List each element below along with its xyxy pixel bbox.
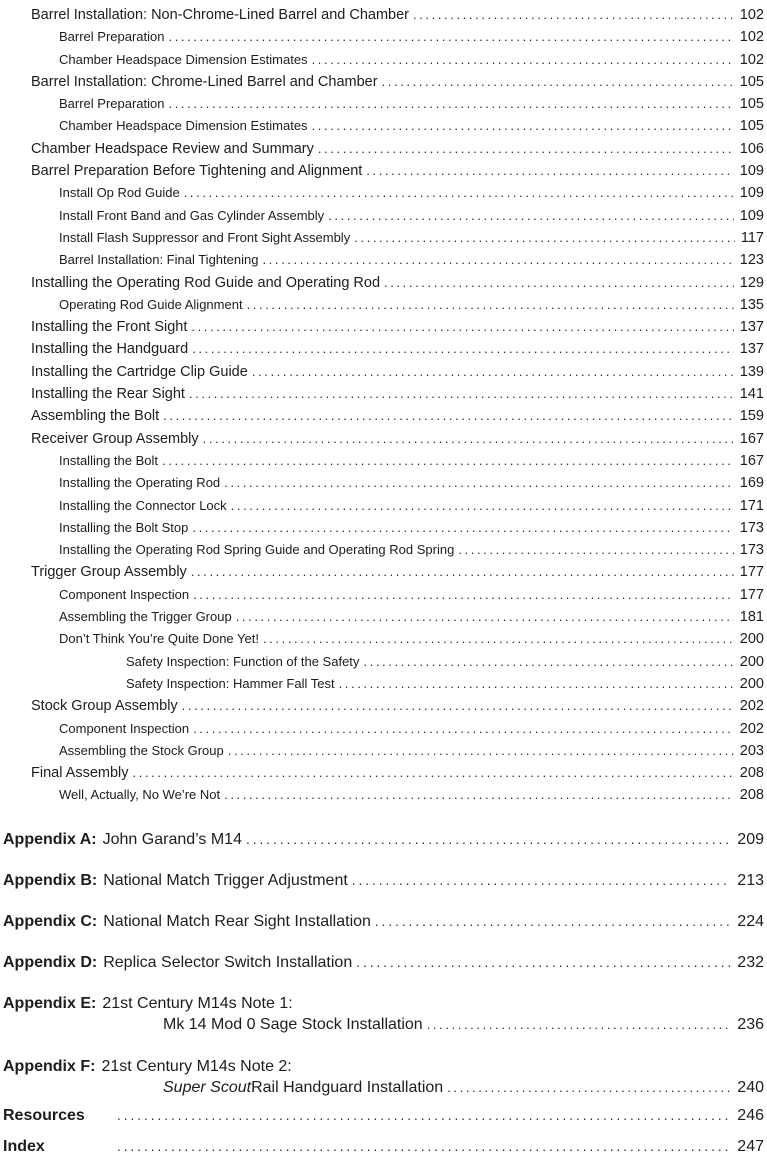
dot-leader [447,1077,731,1099]
toc-entry-title: Chamber Headspace Dimension Estimates [59,118,308,134]
dot-leader [189,383,734,404]
toc-entry-page: 105 [739,118,764,135]
toc-entry-page: 102 [739,51,764,68]
toc-entry [0,49,764,71]
dot-leader [384,272,734,293]
toc-entry [0,4,764,26]
toc-entry-title: Installing the Front Sight [31,319,188,336]
dot-leader [192,517,733,538]
appendix-entry-title: National Match Trigger Adjustment [103,871,348,889]
dot-leader [263,628,734,649]
toc-entry [0,606,764,628]
toc-entry-page: 173 [739,519,764,536]
dot-leader [375,911,731,932]
toc-entry-page: 135 [739,296,764,313]
toc-entry-page: 117 [740,229,764,246]
toc-entry-title: Stock Group Assembly [31,698,178,715]
toc-entry-title: Trigger Group Assembly [31,564,187,581]
toc-entry-title: Assembling the Stock Group [59,742,224,758]
toc-entry-title: Installing the Handguard [31,341,189,358]
dot-leader [262,249,733,270]
appendix-entry-title: Replica Selector Switch Installation [103,953,353,971]
toc-entry-page: 167 [739,430,764,447]
toc-entry-title: Final Assembly [31,765,129,782]
dot-leader [203,428,734,449]
toc-entry-title: Install Op Rod Guide [59,185,180,201]
toc-entry-page: 139 [739,363,764,380]
toc-entry-title: Barrel Installation: Chrome-Lined Barrel and Chamber [31,73,378,90]
toc-entry-title: Safety Inspection: Function of the Safety [126,653,360,669]
appendix-entry-row [3,829,764,850]
appendix-entry-label: Appendix A: [3,830,97,848]
toc-entry [0,740,764,762]
dot-leader [163,405,734,426]
toc-entry [0,472,764,494]
appendix-list [0,829,764,1157]
toc-entry-title: Barrel Installation: Non-Chrome-Lined Barrel and Chamber [31,7,409,23]
toc-entry [0,316,764,338]
toc-entry-title: Chamber Headspace Dimension Estimates [59,51,308,67]
appendix-entry-page: 213 [737,871,764,889]
toc-entry [0,718,764,740]
dot-leader [191,316,733,337]
appendix-entry [3,993,764,1036]
toc-entry [0,584,764,606]
dot-leader [191,561,734,582]
dot-leader [231,495,734,516]
dot-leader [366,160,734,181]
toc-entry [0,205,764,227]
toc-entry-page: 102 [739,29,764,46]
toc-entry-title: Assembling the Bolt [31,408,160,425]
dot-leader [169,26,734,47]
dot-leader [193,584,734,605]
toc-entry-title: Barrel Installation: Final Tightening [59,252,259,268]
toc-entry [0,561,764,583]
appendix-entry-label: Appendix B: [3,871,98,889]
toc-entry-page: 169 [739,475,764,492]
toc-entry-page: 109 [739,207,764,224]
toc-entry-title: Installing the Connector Lock [59,497,227,513]
toc-entry-title: Barrel Preparation Before Tightening and Alignment [31,163,363,180]
appendix-entry [3,1136,764,1157]
appendix-entry-row [3,1136,764,1157]
toc-entry-title: Installing the Bolt Stop [59,519,189,535]
appendix-entry-page: 209 [737,830,764,848]
toc-entry [0,784,764,806]
toc-entry-title: Install Front Band and Gas Cylinder Assembly [59,207,325,223]
toc-entry-page: 106 [739,140,764,157]
toc-entry-title: Installing the Cartridge Clip Guide [31,363,248,380]
toc-entry-title: Installing the Rear Sight [31,386,185,403]
toc-entry-page: 102 [739,7,764,23]
appendix-entry-continuation [3,1014,764,1036]
toc-entry [0,294,764,316]
toc-entry [0,450,764,472]
toc-entry [0,495,764,517]
toc-entry-page: 177 [739,564,764,581]
toc-entry-page: 208 [739,787,764,804]
toc-entry [0,26,764,48]
appendix-entry-title: 21st Century M14s Note 1: [102,994,293,1012]
toc-entry [0,539,764,561]
dot-leader [413,4,734,25]
toc-entry [0,428,764,450]
toc-entry-page: 177 [739,586,764,603]
appendix-entry-label: Index [3,1137,45,1155]
toc-entry-title: Component Inspection [59,586,190,602]
toc-entry-page: 200 [739,653,764,670]
dot-leader [312,115,734,136]
dot-leader [246,829,731,850]
dot-leader [312,49,734,70]
toc-entry-page: 200 [739,675,764,692]
toc-entry-page: 137 [739,341,764,358]
appendix-entry-title-line2: Rail Handguard Installation [251,1078,444,1096]
dot-leader [318,138,734,159]
dot-leader [133,762,734,783]
dot-leader [224,472,734,493]
dot-leader [193,718,734,739]
dot-leader [228,740,734,761]
toc-entry-page: 167 [739,452,764,469]
dot-leader [236,606,734,627]
dot-leader [354,227,735,248]
toc-entry [0,517,764,539]
toc-entry-page: 141 [739,386,764,403]
toc-entry [0,71,764,93]
appendix-entry-title: John Garand’s M14 [102,830,242,848]
appendix-entry [3,1105,764,1126]
toc-entry-title: Chamber Headspace Review and Summary [31,140,314,157]
toc-entry-title: Operating Rod Guide Alignment [59,296,243,312]
appendix-entry-page: 232 [737,953,764,971]
toc-entry [0,361,764,383]
toc-entry-page: 208 [739,765,764,782]
appendix-entry-row [3,993,764,1014]
toc-entry-title: Component Inspection [59,720,190,736]
dot-leader [169,93,734,114]
toc-entry [0,115,764,137]
dot-leader [117,1136,731,1157]
toc-entry [0,272,764,294]
appendix-entry-title-line2: Mk 14 Mod 0 Sage Stock Installation [163,1015,423,1033]
appendix-entry-row [3,952,764,973]
toc-entry-title: Receiver Group Assembly [31,430,199,447]
toc-entry-title: Safety Inspection: Hammer Fall Test [126,675,335,691]
toc-entry-title: Install Flash Suppressor and Front Sight Assembly [59,229,351,245]
toc-entry-page: 105 [739,96,764,113]
toc-entry [0,338,764,360]
toc-entry [0,227,764,249]
toc-entry-page: 171 [739,497,764,514]
toc-entry [0,628,764,650]
dot-leader [339,673,734,694]
toc-entry-page: 173 [739,542,764,559]
dot-leader [363,651,733,672]
dot-leader [458,539,733,560]
dot-leader [224,784,734,805]
dot-leader [162,450,734,471]
dot-leader [427,1014,732,1036]
appendix-entry-continuation [3,1077,764,1099]
appendix-entry-page: 224 [737,912,764,930]
toc-entry-title: Installing the Operating Rod Spring Guide and Operating Rod Spring [59,542,455,558]
dot-leader [382,71,734,92]
dot-leader [182,695,734,716]
toc-entry-page: 202 [739,720,764,737]
appendix-entry-page: 246 [737,1106,764,1124]
toc-entry-page: 109 [739,185,764,202]
toc-entry-page: 105 [739,73,764,90]
appendix-entry-row [3,911,764,932]
appendix-entry-label: Appendix F: [3,1057,96,1075]
toc-entry-page: 129 [739,274,764,291]
toc-entry-page: 109 [739,163,764,180]
toc-entry-title: Barrel Preparation [59,96,165,112]
dot-leader [184,182,734,203]
toc-entry [0,138,764,160]
appendix-entry-label: Appendix D: [3,953,98,971]
toc-list [0,4,764,807]
dot-leader [192,338,734,359]
toc-entry [0,695,764,717]
toc-entry-title: Assembling the Trigger Group [59,609,232,625]
toc-entry-title: Well, Actually, No We’re Not [59,787,221,803]
toc-entry-page: 123 [739,252,764,269]
appendix-entry-page: 240 [737,1078,764,1096]
toc-entry-page: 200 [739,631,764,648]
appendix-entry-label: Appendix E: [3,994,97,1012]
appendix-entry-title-italic: Super Scout [163,1078,252,1096]
appendix-entry [3,952,764,973]
toc-entry [0,405,764,427]
dot-leader [247,294,734,315]
dot-leader [356,952,731,973]
toc-entry-title: Installing the Bolt [59,452,159,468]
appendix-entry-row [3,1056,764,1077]
appendix-entry [3,870,764,891]
toc-entry [0,93,764,115]
appendix-entry-title: 21st Century M14s Note 2: [101,1057,292,1075]
toc-entry-page: 137 [739,319,764,336]
toc-entry-page: 181 [739,609,764,626]
appendix-entry-page: 247 [737,1137,764,1155]
toc-entry [0,651,764,673]
toc-entry-page: 202 [739,698,764,715]
dot-leader [352,870,732,891]
appendix-entry-page: 236 [737,1015,764,1033]
toc-entry-title: Barrel Preparation [59,29,165,45]
dot-leader [117,1105,731,1126]
toc-entry-title: Installing the Operating Rod [59,475,221,491]
toc-entry-page: 203 [739,742,764,759]
appendix-entry [3,1056,764,1099]
toc-entry [0,762,764,784]
dot-leader [252,361,734,382]
toc-entry [0,160,764,182]
toc-entry [0,383,764,405]
dot-leader [328,205,734,226]
appendix-entry-label: Appendix C: [3,912,98,930]
toc-entry [0,673,764,695]
appendix-entry-title: National Match Rear Sight Installation [103,912,371,930]
toc-entry-title: Don’t Think You’re Quite Done Yet! [59,631,259,647]
toc-entry-title: Installing the Operating Rod Guide and Operating Rod [31,274,381,291]
appendix-entry [3,911,764,932]
appendix-entry-label: Resources [3,1106,85,1124]
toc-entry-page: 159 [739,408,764,425]
appendix-entry-row [3,870,764,891]
appendix-entry [3,829,764,850]
toc-entry [0,182,764,204]
toc-entry [0,249,764,271]
appendix-entry-row [3,1105,764,1126]
